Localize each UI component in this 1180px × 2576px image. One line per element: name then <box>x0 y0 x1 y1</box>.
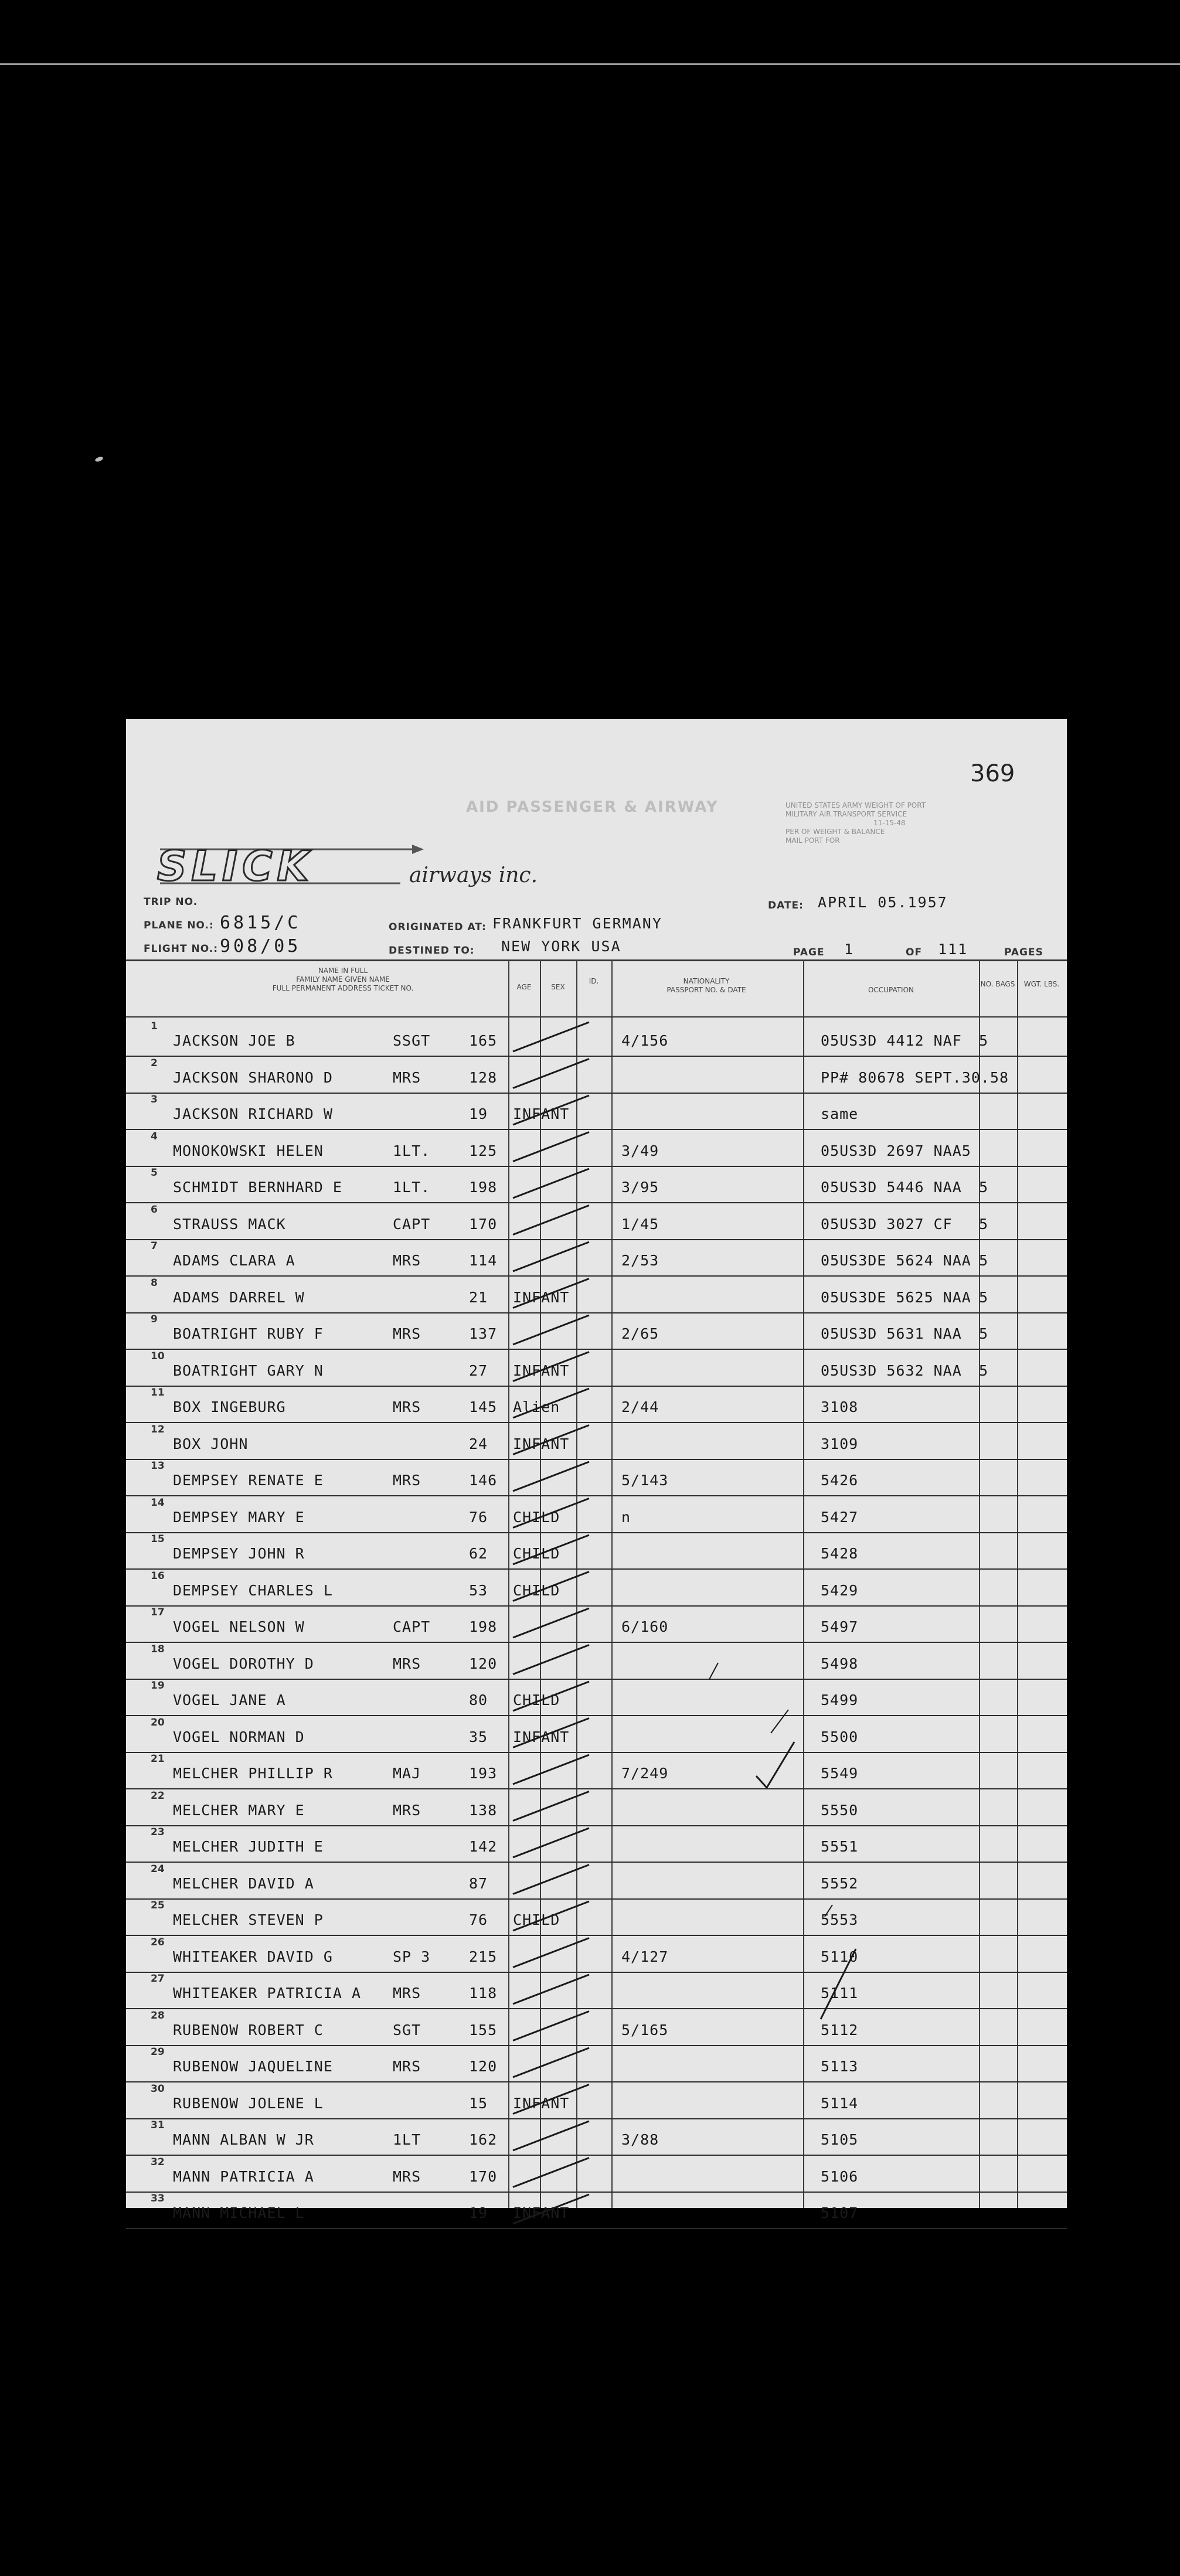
age-category: CHILD <box>513 1911 560 1928</box>
col-name-header: NAME IN FULL FAMILY NAME GIVEN NAME FULL PERMANENT ADDRESS TICKET NO. <box>272 967 414 992</box>
ticket-number: 76 <box>469 1911 488 1928</box>
table-row <box>126 1056 1067 1094</box>
passport-number: 4/127 <box>621 1948 669 1965</box>
passport-number: 4/156 <box>621 1032 669 1049</box>
passenger-rank: MRS <box>393 1398 421 1415</box>
flight-no-value: 908/05 <box>220 936 301 957</box>
plane-no-label: PLANE NO.: <box>144 920 214 931</box>
row-number: 25 <box>151 1900 165 1911</box>
passenger-rank: MRS <box>393 1068 421 1086</box>
passenger-rank: 1LT. <box>393 1179 431 1196</box>
passport-number: n <box>621 1508 631 1526</box>
passport-number: 3/88 <box>621 2131 659 2148</box>
row-number: 3 <box>151 1094 158 1105</box>
passenger-name: BOX JOHN <box>173 1435 249 1452</box>
age-category: INFANT <box>513 1362 570 1379</box>
age-category: CHILD <box>513 1508 560 1526</box>
table-row <box>126 1679 1067 1716</box>
table-row <box>126 1569 1067 1607</box>
stamp-right <box>785 801 926 845</box>
table-row <box>126 1386 1067 1423</box>
occupation-ref: 05US3D 4412 NAF <box>821 1032 962 1049</box>
passenger-rank: 1LT <box>393 2131 421 2148</box>
age-category: Alien <box>513 1398 560 1415</box>
age-category: INFANT <box>513 2204 570 2221</box>
table-row <box>126 1972 1067 2009</box>
destined-to-value: NEW YORK USA <box>501 938 621 955</box>
stamp-line: MILITARY AIR TRANSPORT SERVICE <box>785 810 907 818</box>
passenger-name: DEMPSEY CHARLES L <box>173 1581 333 1599</box>
passenger-rank: MRS <box>393 2167 421 2185</box>
ticket-number: 165 <box>469 1032 498 1049</box>
passenger-name: RUBENOW ROBERT C <box>173 2021 324 2039</box>
table-row <box>126 1166 1067 1203</box>
row-number: 10 <box>151 1350 165 1362</box>
bag-count: 5 <box>979 1215 989 1233</box>
table-row <box>126 1312 1067 1350</box>
occupation-ref: 5549 <box>821 1765 859 1782</box>
row-number: 31 <box>151 2119 165 2131</box>
table-row <box>126 1716 1067 1753</box>
trip-no-label: TRIP NO. <box>144 896 198 908</box>
table-row <box>126 1349 1067 1387</box>
occupation-ref: 5499 <box>821 1692 859 1709</box>
occupation-ref: 5105 <box>821 2131 859 2148</box>
passport-number: 5/143 <box>621 1472 669 1489</box>
passenger-name: VOGEL NORMAN D <box>173 1728 305 1745</box>
occupation-ref: 5113 <box>821 2058 859 2075</box>
row-number: 12 <box>151 1423 165 1435</box>
table-row <box>126 2155 1067 2193</box>
table-row <box>126 2082 1067 2119</box>
passenger-name: SCHMIDT BERNHARD E <box>173 1179 342 1196</box>
date-label: DATE: <box>768 900 804 911</box>
passenger-name: VOGEL JANE A <box>173 1692 286 1709</box>
passport-number: 3/95 <box>621 1179 659 1196</box>
passenger-rank: MRS <box>393 1252 421 1269</box>
row-number: 9 <box>151 1313 158 1325</box>
occupation-ref: 5106 <box>821 2167 859 2185</box>
table-row <box>126 1825 1067 1863</box>
passport-number: 5/165 <box>621 2021 669 2039</box>
table-row <box>126 1898 1067 1936</box>
table-row <box>126 1239 1067 1277</box>
passenger-name: JACKSON JOE B <box>173 1032 295 1049</box>
passport-number: 2/44 <box>621 1398 659 1415</box>
passenger-rank: MAJ <box>393 1765 421 1782</box>
ticket-number: 76 <box>469 1508 488 1526</box>
page-value: 1 <box>844 941 855 958</box>
manifest-sheet <box>126 719 1067 2221</box>
passenger-rank: SGT <box>393 2021 421 2039</box>
occupation-ref: 3108 <box>821 1398 859 1415</box>
passenger-name: MELCHER DAVID A <box>173 1874 314 1892</box>
ticket-number: 170 <box>469 1215 498 1233</box>
col-sex-header: SEX <box>551 983 565 991</box>
logo <box>148 819 606 891</box>
passenger-rank: SP 3 <box>393 1948 431 1965</box>
row-number: 6 <box>151 1203 158 1216</box>
table-row <box>126 1019 1067 1057</box>
occupation-ref: 05US3DE 5625 NAA <box>821 1288 971 1306</box>
passenger-rank: SSGT <box>393 1032 431 1049</box>
ticket-number: 138 <box>469 1801 498 1819</box>
row-number: 8 <box>151 1277 158 1289</box>
occupation-ref: 5107 <box>821 2204 859 2221</box>
flight-no-label: FLIGHT NO.: <box>144 943 219 955</box>
ticket-number: 15 <box>469 2094 488 2112</box>
logo-script: airways inc. <box>409 863 538 887</box>
row-number: 30 <box>151 2082 165 2095</box>
date-value: APRIL 05.1957 <box>818 894 948 911</box>
occupation-ref: 5497 <box>821 1618 859 1635</box>
passenger-rank: MRS <box>393 1801 421 1819</box>
occupation-ref: 5553 <box>821 1911 859 1928</box>
row-number: 13 <box>151 1460 165 1472</box>
ticket-number: 155 <box>469 2021 498 2039</box>
table-row <box>126 1935 1067 1973</box>
ticket-number: 19 <box>469 1105 488 1122</box>
of-value: 111 <box>938 941 968 958</box>
passenger-name: DEMPSEY JOHN R <box>173 1545 305 1562</box>
row-number: 18 <box>151 1643 165 1655</box>
passenger-rank: MRS <box>393 1325 421 1342</box>
ticket-number: 118 <box>469 1985 498 2002</box>
passenger-name: VOGEL NELSON W <box>173 1618 305 1635</box>
bag-count: 5 <box>979 1252 989 1269</box>
ticket-number: 21 <box>469 1288 488 1306</box>
bag-count: 5 <box>979 1325 989 1342</box>
occupation-ref: PP# 80678 SEPT.30.58 <box>821 1068 1009 1086</box>
row-number: 1 <box>151 1020 158 1032</box>
plane-no-value: 6815/C <box>220 913 301 933</box>
occupation-ref: 5551 <box>821 1838 859 1855</box>
ticket-number: 114 <box>469 1252 498 1269</box>
ticket-number: 193 <box>469 1765 498 1782</box>
row-number: 28 <box>151 2009 165 2022</box>
table-row <box>126 1605 1067 1643</box>
passenger-name: STRAUSS MACK <box>173 1215 286 1233</box>
occupation-ref: 5498 <box>821 1655 859 1672</box>
ticket-number: 24 <box>469 1435 488 1452</box>
ticket-number: 35 <box>469 1728 488 1745</box>
occupation-ref: same <box>821 1105 859 1122</box>
originated-at-label: ORIGINATED AT: <box>389 921 487 933</box>
passenger-name: MELCHER PHILLIP R <box>173 1765 333 1782</box>
ticket-number: 120 <box>469 1655 498 1672</box>
row-number: 23 <box>151 1826 165 1838</box>
dust-speck <box>94 456 104 462</box>
passport-number: 3/49 <box>621 1142 659 1159</box>
occupation-ref: 05US3D 5446 NAA <box>821 1179 962 1196</box>
ticket-number: 62 <box>469 1545 488 1562</box>
row-number: 5 <box>151 1167 158 1179</box>
passenger-name: WHITEAKER PATRICIA A <box>173 1985 362 2002</box>
col-weight-header: WGT. LBS. <box>1023 980 1060 988</box>
row-number: 21 <box>151 1753 165 1765</box>
row-number: 11 <box>151 1387 165 1398</box>
ticket-number: 27 <box>469 1362 488 1379</box>
passenger-name: DEMPSEY RENATE E <box>173 1472 324 1489</box>
stamp-line: UNITED STATES ARMY WEIGHT OF PORT <box>785 801 926 809</box>
stamp-line: PER OF WEIGHT & BALANCE <box>785 828 885 836</box>
row-number: 27 <box>151 1973 165 1985</box>
passport-number: 7/249 <box>621 1765 669 1782</box>
logo-graphic <box>148 819 606 889</box>
passenger-rank: MRS <box>393 1472 421 1489</box>
passenger-name: MONOKOWSKI HELEN <box>173 1142 324 1159</box>
of-label: OF <box>906 947 923 958</box>
bag-count: 5 <box>979 1288 989 1306</box>
passenger-name: VOGEL DOROTHY D <box>173 1655 314 1672</box>
passenger-rank: MRS <box>393 2058 421 2075</box>
table-row <box>126 2045 1067 2082</box>
bag-count: 5 <box>979 1032 989 1049</box>
row-number: 2 <box>151 1057 158 1069</box>
occupation-ref: 5426 <box>821 1472 859 1489</box>
row-number: 19 <box>151 1680 165 1692</box>
table-row <box>126 2192 1067 2229</box>
passenger-rank: 1LT. <box>393 1142 431 1159</box>
ticket-number: 87 <box>469 1874 488 1892</box>
table-row <box>126 1423 1067 1460</box>
bag-count: 5 <box>979 1179 989 1196</box>
ticket-number: 146 <box>469 1472 498 1489</box>
passenger-rank: MRS <box>393 1985 421 2002</box>
table-row <box>126 1789 1067 1826</box>
ticket-number: 215 <box>469 1948 498 1965</box>
row-number: 17 <box>151 1607 165 1618</box>
age-category: INFANT <box>513 1728 570 1745</box>
passport-number: 2/53 <box>621 1252 659 1269</box>
passenger-rank: MRS <box>393 1655 421 1672</box>
ticket-number: 120 <box>469 2058 498 2075</box>
occupation-ref: 5427 <box>821 1508 859 1526</box>
occupation-ref: 05US3D 3027 CF <box>821 1215 953 1233</box>
row-number: 33 <box>151 2193 165 2204</box>
occupation-ref: 5552 <box>821 1874 859 1892</box>
row-number: 7 <box>151 1240 158 1252</box>
age-category: INFANT <box>513 1105 570 1122</box>
passenger-name: MELCHER STEVEN P <box>173 1911 324 1928</box>
ticket-number: 170 <box>469 2167 498 2185</box>
occupation-ref: 5114 <box>821 2094 859 2112</box>
stamp-line: MAIL PORT FOR <box>785 836 840 845</box>
passport-number: 6/160 <box>621 1618 669 1635</box>
passenger-rank: CAPT <box>393 1618 431 1635</box>
passenger-name: RUBENOW JAQUELINE <box>173 2058 333 2075</box>
passenger-name: ADAMS DARREL W <box>173 1288 305 1306</box>
row-number: 15 <box>151 1533 165 1545</box>
occupation-ref: 5110 <box>821 1948 859 1965</box>
occupation-ref: 5500 <box>821 1728 859 1745</box>
col-id-header: ID. <box>589 977 599 985</box>
passenger-name: WHITEAKER DAVID G <box>173 1948 333 1965</box>
col-occupation-header: OCCUPATION <box>868 986 914 994</box>
occupation-ref: 05US3DE 5624 NAA <box>821 1252 971 1269</box>
passenger-name: JACKSON RICHARD W <box>173 1105 333 1122</box>
row-number: 4 <box>151 1130 158 1142</box>
passport-number: 2/65 <box>621 1325 659 1342</box>
col-bags-header: NO. BAGS <box>980 980 1015 988</box>
occupation-ref: 05US3D 5631 NAA <box>821 1325 962 1342</box>
header-underline <box>126 1016 1067 1018</box>
stamp-left: AID PASSENGER & AIRWAY <box>466 798 719 816</box>
passenger-name: DEMPSEY MARY E <box>173 1508 305 1526</box>
ticket-number: 137 <box>469 1325 498 1342</box>
table-row <box>126 1642 1067 1680</box>
row-number: 20 <box>151 1716 165 1728</box>
passport-number: 1/45 <box>621 1215 659 1233</box>
scan-edge-line <box>0 63 1180 65</box>
row-number: 32 <box>151 2156 165 2168</box>
age-category: INFANT <box>513 1435 570 1452</box>
passenger-name: MANN MICHAEL L <box>173 2204 305 2221</box>
occupation-ref: 5112 <box>821 2021 859 2039</box>
table-row <box>126 2009 1067 2046</box>
table-row <box>126 2118 1067 2156</box>
ticket-number: 125 <box>469 1142 498 1159</box>
ticket-number: 128 <box>469 1068 498 1086</box>
table-row <box>126 1093 1067 1130</box>
ticket-number: 198 <box>469 1618 498 1635</box>
page-number: 369 <box>970 760 1015 787</box>
table-row <box>126 1532 1067 1570</box>
row-number: 24 <box>151 1863 165 1875</box>
ticket-number: 53 <box>469 1581 488 1599</box>
table-row <box>126 1203 1067 1240</box>
logo-word: SLICK <box>157 842 314 890</box>
age-category: CHILD <box>513 1545 560 1562</box>
table-row <box>126 1862 1067 1900</box>
destined-to-label: DESTINED TO: <box>389 945 475 957</box>
table-row <box>126 1129 1067 1167</box>
occupation-ref: 5429 <box>821 1581 859 1599</box>
header-rule <box>126 959 1067 961</box>
table-row <box>126 1459 1067 1496</box>
occupation-ref: 5111 <box>821 1985 859 2002</box>
passenger-name: MELCHER JUDITH E <box>173 1838 324 1855</box>
passenger-name: BOATRIGHT RUBY F <box>173 1325 324 1342</box>
pages-label: PAGES <box>1004 947 1043 958</box>
passenger-name: MELCHER MARY E <box>173 1801 305 1819</box>
passenger-name: RUBENOW JOLENE L <box>173 2094 324 2112</box>
age-category: INFANT <box>513 2094 570 2112</box>
col-age-header: AGE <box>516 983 532 991</box>
col-passport-header: NATIONALITY PASSPORT NO. & DATE <box>666 977 746 994</box>
passenger-name: BOATRIGHT GARY N <box>173 1362 324 1379</box>
ticket-number: 80 <box>469 1692 488 1709</box>
row-number: 14 <box>151 1496 165 1509</box>
table-row <box>126 1276 1067 1313</box>
occupation-ref: 05US3D 5632 NAA <box>821 1362 962 1379</box>
bag-count: 5 <box>979 1362 989 1379</box>
occupation-ref: 3109 <box>821 1435 859 1452</box>
passenger-name: ADAMS CLARA A <box>173 1252 295 1269</box>
table-row <box>126 1496 1067 1533</box>
row-number: 22 <box>151 1789 165 1802</box>
occupation-ref: 05US3D 2697 NAA5 <box>821 1142 971 1159</box>
age-category: INFANT <box>513 1288 570 1306</box>
age-category: CHILD <box>513 1692 560 1709</box>
row-number: 16 <box>151 1570 165 1582</box>
ticket-number: 162 <box>469 2131 498 2148</box>
passenger-name: JACKSON SHARONO D <box>173 1068 333 1086</box>
ticket-number: 142 <box>469 1838 498 1855</box>
page-label: PAGE <box>793 947 825 958</box>
ticket-number: 19 <box>469 2204 488 2221</box>
ticket-number: 198 <box>469 1179 498 1196</box>
passenger-name: BOX INGEBURG <box>173 1398 286 1415</box>
occupation-ref: 5428 <box>821 1545 859 1562</box>
originated-at-value: FRANKFURT GERMANY <box>492 915 662 932</box>
passenger-rank: CAPT <box>393 1215 431 1233</box>
stamp-line: 11-15-48 <box>873 819 906 827</box>
passenger-name: MANN PATRICIA A <box>173 2167 314 2185</box>
row-number: 26 <box>151 1936 165 1948</box>
passenger-name: MANN ALBAN W JR <box>173 2131 314 2148</box>
age-category: CHILD <box>513 1581 560 1599</box>
ticket-number: 145 <box>469 1398 498 1415</box>
table-row <box>126 1752 1067 1789</box>
row-number: 29 <box>151 2046 165 2058</box>
occupation-ref: 5550 <box>821 1801 859 1819</box>
